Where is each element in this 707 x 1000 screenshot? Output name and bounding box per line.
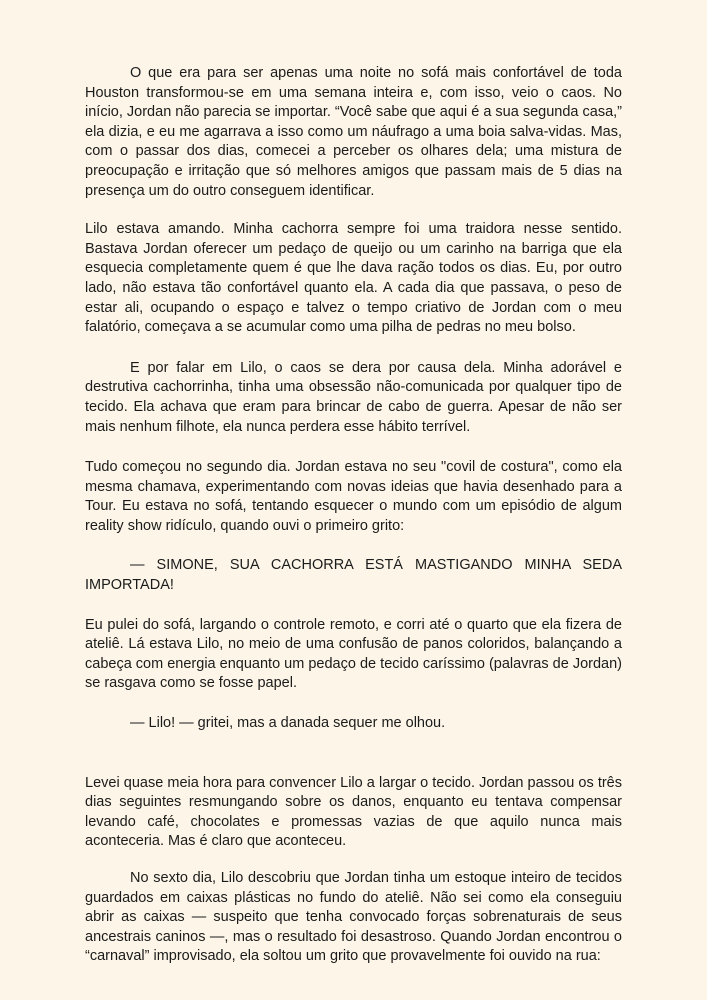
paragraph-4: Tudo começou no segundo dia. Jordan estava no seu "covil de costura", como ela mesma chamava, experimentando com novas ideias que havia desenhado para a Tour. Eu estava no sofá, tentando esquecer o mundo com um episódio de algum reality show ridículo, quando ouvi o primeiro grito: bbox=[85, 459, 622, 534]
paragraph-5: Eu pulei do sofá, largando o controle remoto, e corri até o quarto que ela fizera de ateliê. Lá estava Lilo, no meio de uma confusão de panos coloridos, balançando a cabeça com energia enquanto um pedaço de tecido caríssimo (palavras de Jordan) se rasgava como se fosse papel. bbox=[85, 616, 622, 692]
paragraph-2: Lilo estava amando. Minha cachorra sempre foi uma traidora nesse sentido. Bastava Jordan oferecer um pedaço de queijo ou um carinho na barriga que ela esquecia completamente quem é que lhe dava ração todos os dias. Eu, por outro lado, não estava tão confortável quanto ela. A cada dia que passava, o peso de estar ali, ocupando o espaço e talvez o tempo criativo de Jordan com o meu falatório, começava a se acumular como uma pilha de pedras no meu bolso. bbox=[85, 221, 622, 336]
dialogue-shout: — SIMONE, SUA CACHORRA ESTÁ MASTIGANDO MINHA SEDA IMPORTADA! bbox=[85, 557, 622, 594]
paragraph-1: O que era para ser apenas uma noite no sofá mais confortável de toda Houston transformou-se em uma semana inteira e, com isso, veio o caos. No início, Jordan não parecia se importar. “Você sabe que aqui é a sua segunda casa,” ela dizia, e eu me agarrava a isso como um náufrago a uma boia salva-vidas. Mas, com o passar dos dias, comecei a perceber os olhares dela; uma mistura de preocupação e irritação que só melhores amigos que passam mais de 5 dias na presença um do outro conseguem identificar. bbox=[85, 65, 622, 199]
paragraph-6: Levei quase meia hora para convencer Lilo a largar o tecido. Jordan passou os três dias seguintes resmungando sobre os danos, enquanto eu tentava compensar levando café, chocolates e promessas vazias de que aquilo nunca mais aconteceria. Mas é claro que aconteceu. bbox=[85, 774, 622, 850]
document-page bbox=[85, 64, 622, 967]
paragraph-7: No sexto dia, Lilo descobriu que Jordan tinha um estoque inteiro de tecidos guardados em caixas plásticas no fundo do ateliê. Não sei como ela conseguiu abrir as caixas — suspeito que tenha convocado forças sobrenaturais de seus ancestrais caninos —, mas o resultado foi desastroso. Quando Jordan encontrou o “carnaval” improvisado, ela soltou um grito que provavelmente foi ouvido na rua: bbox=[85, 870, 622, 965]
paragraph-3: E por falar em Lilo, o caos se dera por causa dela. Minha adorável e destrutiva cachorrinha, tinha uma obsessão não-comunicada por qualquer tipo de tecido. Ela achava que eram para brincar de cabo de guerra. Apesar de não ser mais nenhum filhote, ela nunca perdera esse hábito terrível. bbox=[85, 359, 622, 435]
dialogue-lilo: — Lilo! — gritei, mas a danada sequer me olhou. bbox=[130, 715, 446, 732]
